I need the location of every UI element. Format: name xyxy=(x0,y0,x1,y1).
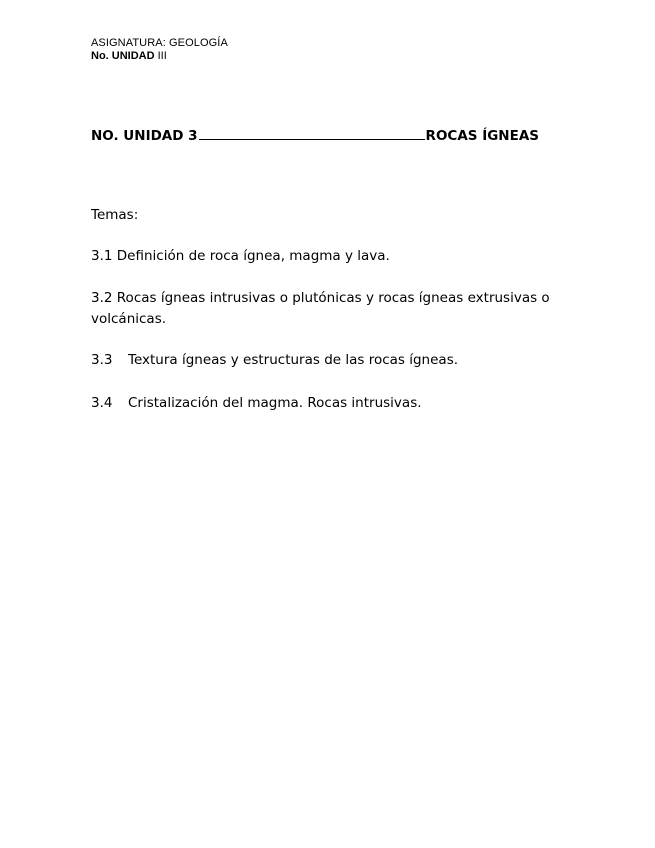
topic-item xyxy=(91,350,571,371)
topic-item xyxy=(91,393,571,414)
unit-value: III xyxy=(157,50,167,62)
unit-line xyxy=(91,50,228,63)
topic-number: 3.1 xyxy=(91,248,113,264)
unit-title-name: ROCAS ÍGNEAS xyxy=(425,128,539,144)
topic-item xyxy=(91,288,571,330)
topic-text: Textura ígneas y estructuras de las rocas ígneas. xyxy=(128,352,459,368)
topic-number: 3.2 xyxy=(91,290,113,306)
unit-label: No. UNIDAD xyxy=(91,50,155,62)
unit-title xyxy=(91,128,539,144)
title-underline xyxy=(199,138,425,140)
subject-line: ASIGNATURA: GEOLOGÍA xyxy=(91,37,228,49)
temas-label: Temas: xyxy=(91,207,139,223)
topic-text: Definición de roca ígnea, magma y lava. xyxy=(116,248,390,264)
topic-item xyxy=(91,246,571,267)
topic-text: Cristalización del magma. Rocas intrusivas. xyxy=(128,395,422,411)
topic-number: 3.4 xyxy=(91,395,113,411)
document-header xyxy=(91,37,228,63)
topic-number: 3.3 xyxy=(91,352,113,368)
unit-title-number: NO. UNIDAD 3 xyxy=(91,128,198,144)
topic-text: Rocas ígneas intrusivas o plutónicas y rocas ígneas extrusivas o volcánicas. xyxy=(91,290,550,327)
